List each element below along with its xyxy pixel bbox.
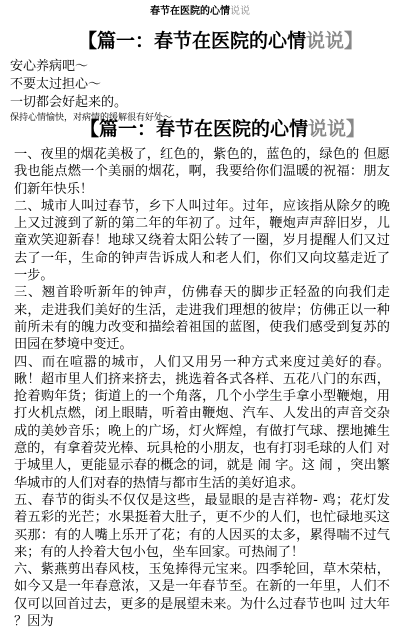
paragraph-3: 三、翘首聆听新年的钟声，仿佛春天的脚步正轻盈的向我们走来，走进我们美好的生活，走进我们理想的彼岸；仿佛正以一种前所未有的魄力改变和描绘着祖国的蓝图，使我们感受到复苏的田园在梦境中变迁。 bbox=[14, 285, 390, 353]
paragraph-1: 一、夜里的烟花美极了，红色的，紫色的，蓝色的，绿色的 但愿我也能点燃一个美丽的烟花，啊，我要给你们温暖的祝福：朋友们新年快乐！ bbox=[14, 147, 390, 197]
article-body bbox=[14, 146, 390, 630]
intro-line-2: 不要太过担心～ bbox=[10, 77, 102, 92]
paragraph-6: 六、紫燕剪出春风枝，玉兔捧得元宝来。四季轮回，草木荣枯，如今又是一年春意浓，又是一年春节至。在新的一年里，人们不仅可以回首过去，更多的是展望未来。为什么过春节也叫 过大年 ？因为 bbox=[14, 562, 390, 630]
intro-line-3: 一切都会好起来的。 bbox=[10, 95, 128, 110]
section-title-1-main: 【篇一：春节在医院的心情 bbox=[78, 30, 307, 52]
page-header bbox=[0, 2, 400, 17]
section-title-2-suffix: 说说】 bbox=[308, 118, 366, 140]
paragraph-2: 二、城市人叫过春节，乡下人叫过年。过年，应该指从除夕的晚上又过渡到了新的第二年的年初了。过年，鞭炮声声辞旧岁，儿童欢笑迎新春！地球又绕着太阳公转了一圈，岁月提醒人们又过去了一年，生命的钟声告诉成人和老人们，你们又向坟墓走近了一步。 bbox=[14, 198, 390, 284]
paragraph-4: 四、而在喧嚣的城市，人们又用另一种方式来度过美好的春。瞅！超市里人们挤来挤去，挑选着各式各样、五花八门的东西，抢着购年货；街道上的一个角落，几个小学生手拿小型鞭炮，用打火机点燃，闭上眼睛，听着由鞭炮、汽车、人发出的声音交杂成的美妙音乐；晚上的广场，灯火辉煌，有做打气球、摆地摊生意的，有拿着荧光棒、玩具枪的小朋友，也有打羽毛球的人们 对于城里人，更能显示春的概念的词，就是 闹 字。这 闹 ，突出繁华城市的人们对春的热情与都市生活的美好追求。 bbox=[14, 354, 390, 491]
section-title-1 bbox=[78, 26, 363, 53]
small-caption: 保持心情愉快，对病情的缓解很有好处～ bbox=[10, 113, 173, 123]
intro-line-1: 安心养病吧～ bbox=[10, 59, 89, 74]
section-title-2-main: 【篇一：春节在医院的心情 bbox=[80, 118, 309, 140]
paragraph-5: 五、春节的街头不仅仅是这些，最显眼的是吉祥物- 鸡；花灯发着五彩的光芒；水果挺着大肚子，更不少的人们，也忙碌地买这买那：有的人嘴上乐开了花；有的人因买的太多，累得喘不过气来；有的人拎着大包小包，坐车回家。可热闹了！ bbox=[14, 492, 390, 560]
section-title-2 bbox=[80, 114, 365, 141]
section-title-1-suffix: 说说】 bbox=[306, 30, 364, 52]
header-title-suffix: 说说 bbox=[230, 6, 250, 17]
header-title: 春节在医院的心情 bbox=[150, 6, 230, 17]
